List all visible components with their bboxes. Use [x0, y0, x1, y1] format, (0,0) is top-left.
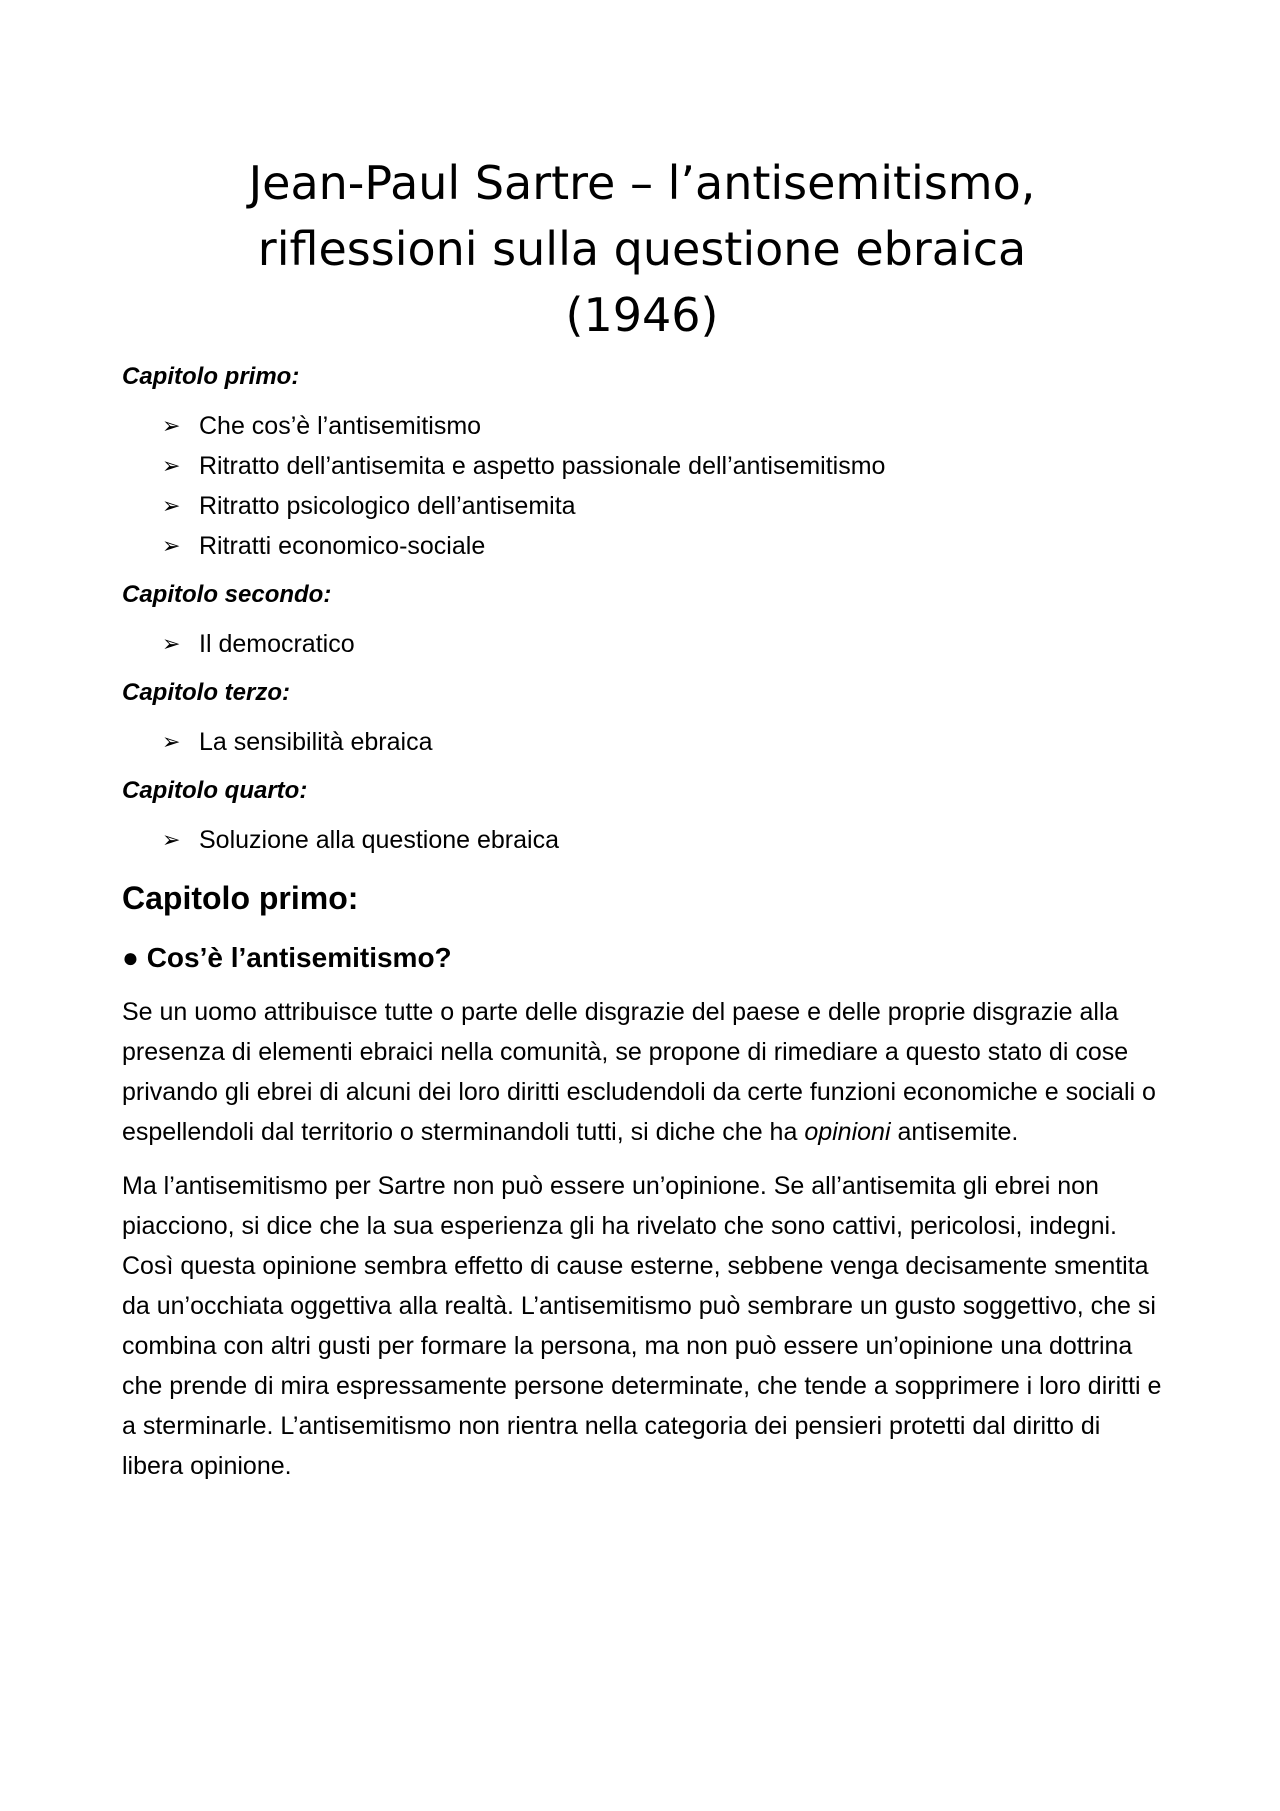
arrow-bullet-icon: ➢ [162, 631, 181, 656]
toc-item-label: La sensibilità ebraica [199, 728, 433, 756]
toc-item-label: Ritratto dell’antisemita e aspetto passionale dell’antisemitismo [199, 452, 886, 480]
paragraph-text: Se un uomo attribuisce tutte o parte delle disgrazie del paese e delle proprie disgrazie alla presenza di elementi ebraici nella comunità, se propone di rimediare a questo stato di cose privando gli ebrei di alcuni dei loro diritti escludendoli da certe funzioni economiche e sociali o espellendoli dal territorio o sterminandoli tutti, si diche che ha [122, 998, 1156, 1146]
document-title [122, 150, 1162, 348]
arrow-bullet-icon: ➢ [162, 453, 181, 478]
arrow-bullet-icon: ➢ [162, 729, 181, 754]
document-page [122, 150, 1162, 1500]
arrow-bullet-icon: ➢ [162, 827, 181, 852]
toc-list [122, 406, 1162, 566]
emphasis-text: opinioni [804, 1118, 891, 1146]
paragraph-text: antisemite. [890, 1118, 1019, 1146]
toc-item-label: Che cos’è l’antisemitismo [199, 412, 482, 440]
toc-item [162, 406, 1162, 446]
title-line-3: (1946) [565, 288, 719, 342]
toc-item-label: Il democratico [199, 630, 355, 658]
arrow-bullet-icon: ➢ [162, 493, 181, 518]
toc-item-label: Ritratti economico-sociale [199, 532, 486, 560]
body-paragraph: Ma l’antisemitismo per Sartre non può essere un’opinione. Se all’antisemita gli ebrei non piacciono, si dice che la sua esperienza gli ha rivelato che sono cattivi, pericolosi, indegni. Così questa opinione sembra effetto di cause esterne, sebbene venga decisamente smentita da un’occhiata oggettiva alla realtà. L’antisemitismo può sembrare un gusto soggettivo, che si combina con altri gusti per formare la persona, ma non può essere un’opinione una dottrina che prende di mira espressamente persone determinate, che tende a sopprimere i loro diritti e a sterminarle. L’antisemitismo non rientra nella categoria dei pensieri protetti dal diritto di libera opinione. [122, 1172, 1162, 1480]
toc-chapter-label: Capitolo terzo: [122, 679, 290, 706]
section-heading: Capitolo primo: [122, 880, 359, 916]
toc-chapter-label: Capitolo quarto: [122, 777, 308, 804]
toc-item [162, 722, 1162, 762]
toc-item-label: Soluzione alla questione ebraica [199, 826, 559, 854]
toc-list [122, 820, 1162, 860]
toc-item [162, 446, 1162, 486]
toc-item [162, 624, 1162, 664]
toc-item [162, 486, 1162, 526]
toc-list [122, 624, 1162, 664]
title-line-2: riflessioni sulla questione ebraica [257, 222, 1027, 276]
body-paragraph [122, 992, 1162, 1152]
arrow-bullet-icon: ➢ [162, 533, 181, 558]
toc-list [122, 722, 1162, 762]
title-line-1: Jean-Paul Sartre – l’antisemitismo, [248, 156, 1036, 210]
toc-chapter-label: Capitolo secondo: [122, 581, 332, 608]
section-subheading: ● Cos’è l’antisemitismo? [122, 942, 452, 973]
toc-item-label: Ritratto psicologico dell’antisemita [199, 492, 576, 520]
toc-item [162, 526, 1162, 566]
arrow-bullet-icon: ➢ [162, 413, 181, 438]
toc-chapter-label: Capitolo primo: [122, 363, 300, 390]
toc-item [162, 820, 1162, 860]
